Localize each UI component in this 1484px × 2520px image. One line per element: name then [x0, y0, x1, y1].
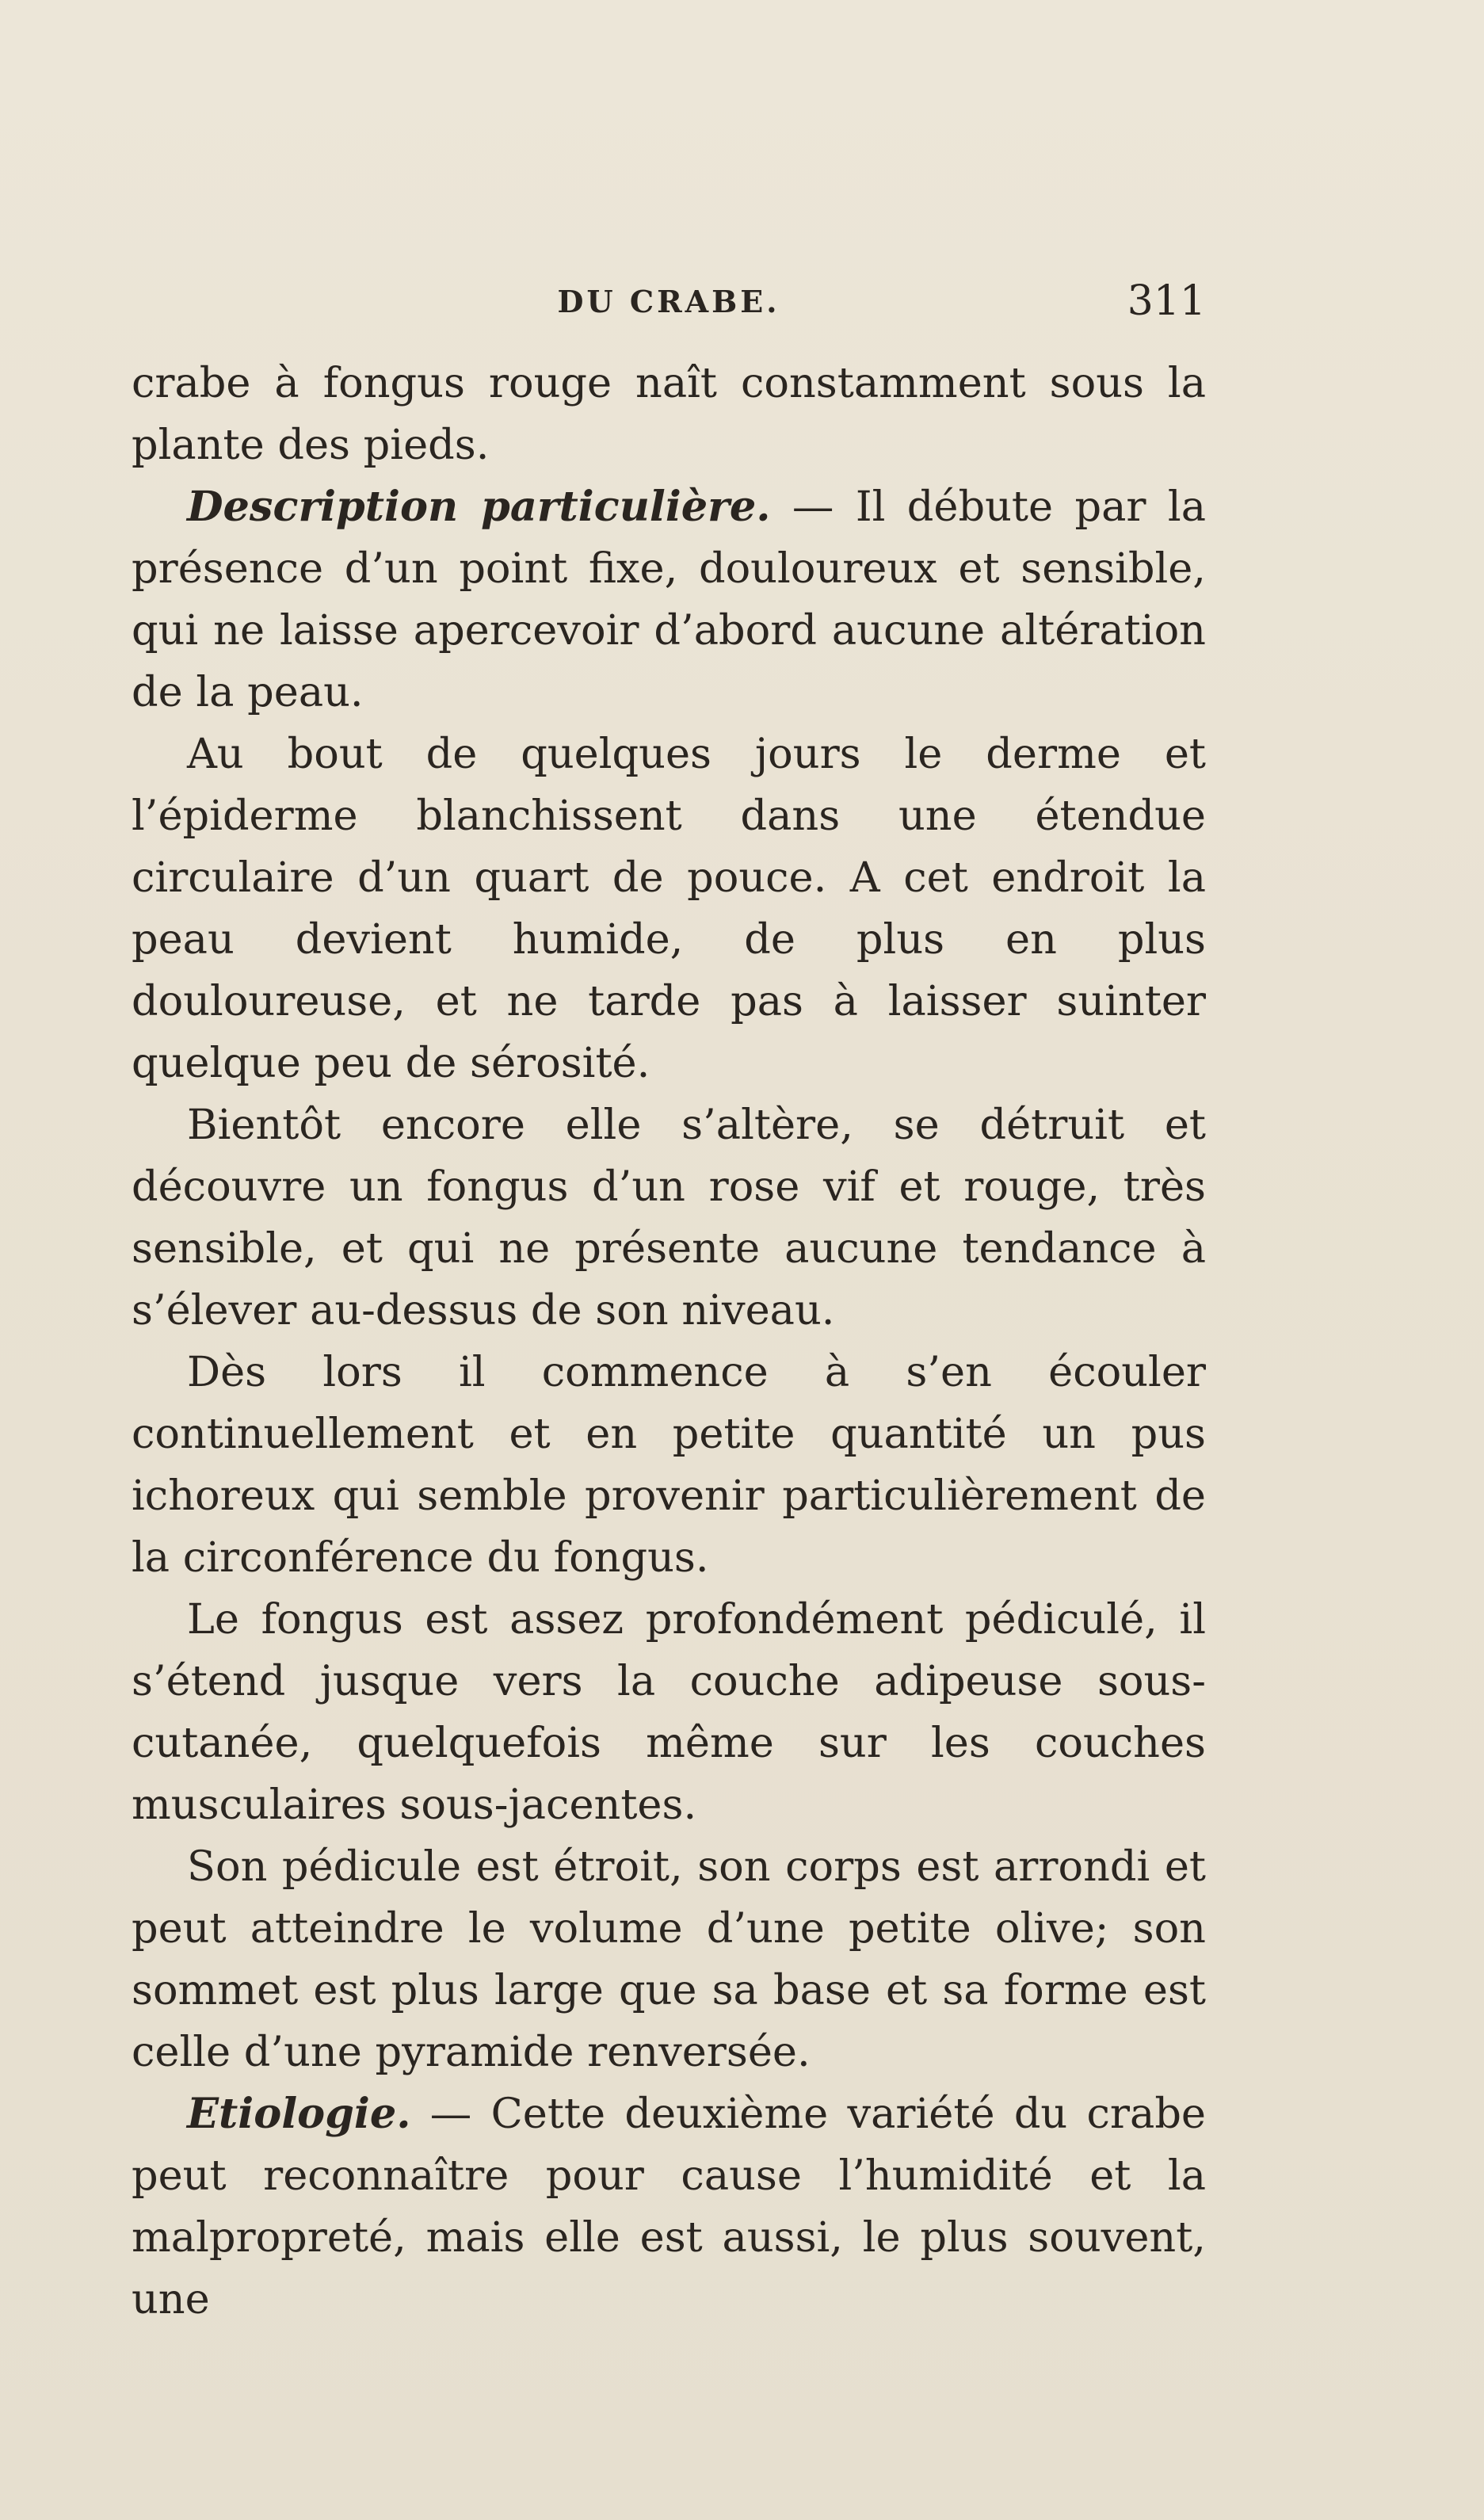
page-number: 311 [1127, 277, 1206, 325]
paragraph [132, 353, 1206, 476]
paragraph [132, 1094, 1206, 1342]
paragraph-lead: Etiologie. [187, 2090, 411, 2138]
paragraph-lead: Description particulière. [187, 483, 771, 531]
paragraph [132, 1836, 1206, 2083]
paragraph-text: Le fongus est assez profondément pédiculé, il s’étend jusque vers la couche adipeuse sous-cutanée, quelquefois même sur les couches musculaires sous-jacentes. [132, 1595, 1206, 1829]
paragraph-text: Bientôt encore elle s’altère, se détruit et découvre un fongus d’un rose vif et rouge, très sensible, et qui ne présente aucune tendance à s’élever au-dessus de son niveau. [132, 1101, 1206, 1334]
paragraph-text: crabe à fongus rouge naît constamment sous la plante des pieds. [132, 359, 1206, 469]
body-text [132, 353, 1206, 2331]
paragraph-text: Dès lors il commence à s’en écouler continuellement et en petite quantité un pus ichoreux qui semble provenir particulièrement de la circonférence du fongus. [132, 1348, 1206, 1582]
paragraph [132, 476, 1206, 724]
running-title: DU CRABE. [557, 284, 780, 319]
paragraph-text: Son pédicule est étroit, son corps est arrondi et peut atteindre le volume d’une petite olive; son sommet est plus large que sa base et sa forme est celle d’une pyramide renversée. [132, 1842, 1206, 2076]
paragraph [132, 724, 1206, 1094]
paragraph [132, 2083, 1206, 2331]
paragraph [132, 1589, 1206, 1836]
paragraph-text: Au bout de quelques jours le derme et l’épiderme blanchissent dans une étendue circulaire d’un quart de pouce. A cet endroit la peau devient humide, de plus en plus douloureuse, et ne tarde pas à laisser suinter quelque peu de sérosité. [132, 730, 1206, 1087]
paragraph [132, 1342, 1206, 1589]
paragraph-text: — Il débute par la présence d’un point fixe, douloureux et sensible, qui ne laisse apercevoir d’abord aucune altération de la peau. [132, 483, 1207, 716]
page-header [132, 277, 1206, 333]
paragraph-text: — Cette deuxième variété du crabe peut reconnaître pour cause l’humidité et la malpropreté, mais elle est aussi, le plus souvent, une [132, 2090, 1206, 2323]
